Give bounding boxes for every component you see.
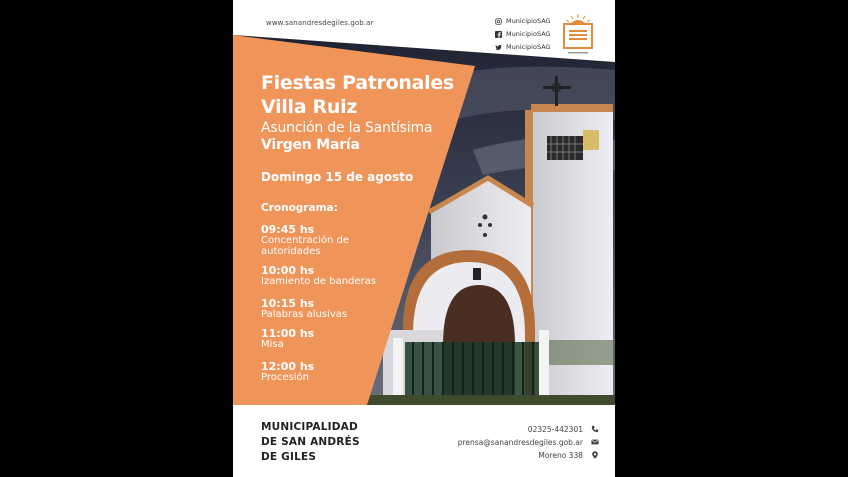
schedule-desc: Procesión [261,372,309,383]
email-icon [591,438,599,446]
schedule-item [261,265,376,287]
schedule-time: 11:00 hs [261,327,315,340]
twitter-handle: MunicipioSAG [506,43,551,51]
instagram-handle: MunicipioSAG [506,17,551,25]
schedule-desc: Palabras alusivas [261,309,348,320]
schedule-desc: autoridades [261,246,321,257]
event-title-line1: Fiestas Patronales [261,72,454,94]
schedule-time: 10:00 hs [261,264,315,277]
footer [233,405,615,477]
social-facebook[interactable] [495,30,551,38]
schedule-item [261,224,349,257]
event-subtitle-line2: Virgen María [261,137,360,153]
location-pin-icon [591,451,599,459]
schedule-desc: Concentración de [261,235,349,246]
phone-icon [591,425,599,433]
event-date: Domingo 15 de agosto [261,170,414,184]
website-url[interactable]: www.sanandresdegiles.gob.ar [266,19,374,27]
instagram-icon [495,18,502,25]
schedule-time: 09:45 hs [261,223,315,236]
schedule-item [261,328,314,350]
org-name-line3: DE GILES [261,451,317,463]
schedule-heading: Cronograma: [261,202,338,214]
facebook-icon [495,31,502,38]
org-name-line2: DE SAN ANDRÉS [261,436,360,448]
phone-number[interactable]: 02325-442301 [527,425,583,434]
schedule-desc: Izamiento de banderas [261,276,376,287]
event-title-line2: Villa Ruiz [261,96,358,118]
street-address: Moreno 338 [538,451,583,460]
schedule-time: 12:00 hs [261,360,315,373]
schedule-desc: Misa [261,339,284,350]
social-instagram[interactable] [495,17,551,25]
twitter-icon [495,44,502,51]
schedule-item [261,298,347,320]
facebook-handle: MunicipioSAG [506,30,551,38]
schedule-item [261,361,314,383]
org-name-line1: MUNICIPALIDAD [261,421,358,433]
municipality-logo [562,12,594,60]
event-subtitle-line1: Asunción de la Santísima [261,120,433,136]
event-poster [233,0,615,477]
email-address[interactable]: prensa@sanandresdegiles.gob.ar [457,438,583,447]
social-twitter[interactable] [495,43,551,51]
schedule-time: 10:15 hs [261,297,315,310]
